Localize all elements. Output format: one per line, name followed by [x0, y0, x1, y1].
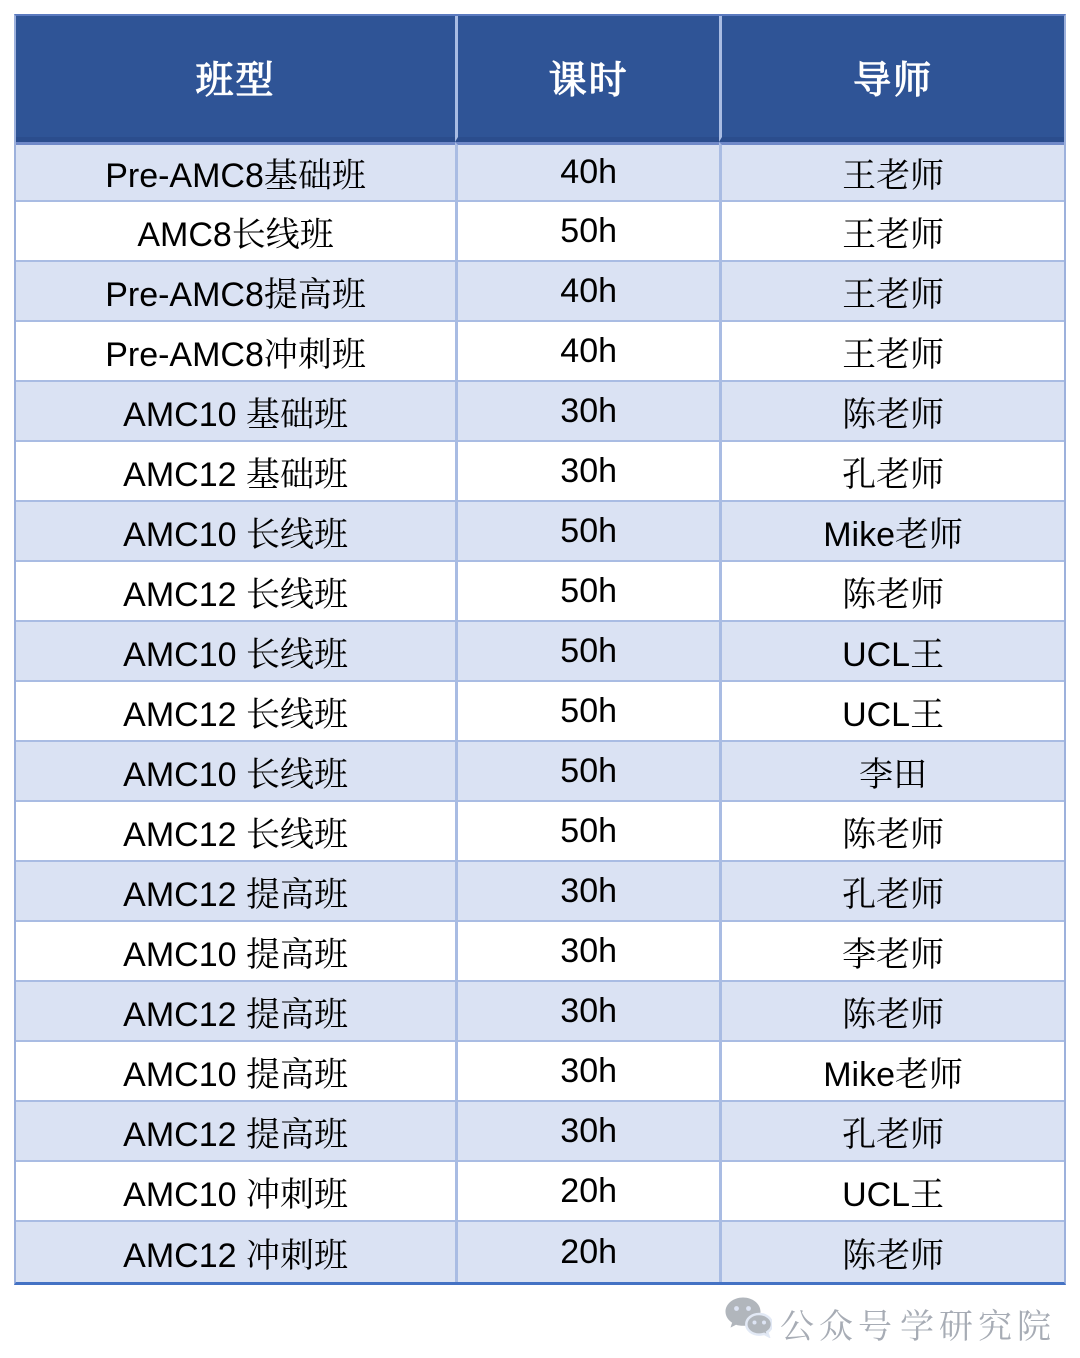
hours-cell [455, 262, 719, 322]
tutor-value: UCL王 [842, 1175, 945, 1214]
class-type-cell [16, 682, 455, 742]
hours-value: 30h [560, 451, 618, 490]
tutor-value: 孔老师 [842, 875, 945, 914]
class-type-cell [16, 262, 455, 322]
hours-value: 50h [560, 811, 618, 850]
course-table [16, 16, 1064, 1282]
hours-cell [455, 1222, 719, 1282]
tutor-value: 王老师 [842, 157, 945, 195]
hours-cell [455, 922, 719, 982]
class-type-value: AMC10 提高班 [123, 935, 348, 974]
wechat-icon [724, 1296, 772, 1338]
table-row [16, 862, 1064, 922]
tutor-cell [719, 1042, 1064, 1102]
hours-cell [455, 562, 719, 622]
class-type-value: AMC10 基础班 [123, 395, 348, 434]
tutor-value: Mike老师 [823, 515, 963, 554]
hours-cell [455, 982, 719, 1042]
tutor-value: 王老师 [842, 275, 945, 314]
class-type-cell [16, 862, 455, 922]
table-row [16, 562, 1064, 622]
col-header-tutor-label: 导师 [853, 60, 934, 102]
hours-cell [455, 742, 719, 802]
hours-value: 40h [560, 153, 618, 191]
tutor-cell [719, 1162, 1064, 1222]
hours-value: 30h [560, 1111, 618, 1150]
table-row [16, 742, 1064, 802]
tutor-cell [719, 202, 1064, 262]
header-row [16, 16, 1064, 142]
hours-value: 50h [560, 751, 618, 790]
class-type-cell [16, 142, 455, 202]
tutor-cell [719, 442, 1064, 502]
table-row [16, 802, 1064, 862]
table-row [16, 1222, 1064, 1282]
hours-cell [455, 802, 719, 862]
tutor-value: 陈老师 [842, 1236, 945, 1275]
table-row [16, 1102, 1064, 1162]
class-type-value: Pre-AMC8提高班 [105, 275, 366, 314]
tutor-cell [719, 262, 1064, 322]
class-type-cell [16, 982, 455, 1042]
class-type-cell [16, 1222, 455, 1282]
class-type-cell [16, 1162, 455, 1222]
class-type-value: AMC12 提高班 [123, 995, 348, 1034]
table-row [16, 442, 1064, 502]
hours-value: 40h [560, 331, 618, 370]
tutor-cell [719, 502, 1064, 562]
hours-cell [455, 1042, 719, 1102]
tutor-cell [719, 862, 1064, 922]
hours-value: 40h [560, 271, 618, 310]
hours-cell [455, 202, 719, 262]
class-type-value: Pre-AMC8基础班 [105, 157, 366, 195]
tutor-cell [719, 322, 1064, 382]
hours-cell [455, 1162, 719, 1222]
hours-value: 50h [560, 691, 618, 730]
class-type-value: AMC10 冲刺班 [123, 1175, 348, 1214]
hours-cell [455, 322, 719, 382]
table-row [16, 622, 1064, 682]
watermark-suffix: 学研究院 [900, 1308, 1056, 1346]
tutor-value: 陈老师 [842, 995, 945, 1034]
class-type-cell [16, 622, 455, 682]
col-header-class-type [16, 16, 455, 142]
hours-cell [455, 622, 719, 682]
class-type-value: AMC12 基础班 [123, 455, 348, 494]
tutor-value: 陈老师 [842, 395, 945, 434]
class-type-cell [16, 502, 455, 562]
table-row [16, 202, 1064, 262]
tutor-value: 陈老师 [842, 575, 945, 614]
table-row [16, 682, 1064, 742]
class-type-cell [16, 742, 455, 802]
class-type-cell [16, 322, 455, 382]
hours-value: 50h [560, 511, 618, 550]
table-row [16, 142, 1064, 202]
class-type-value: AMC12 长线班 [123, 815, 348, 854]
class-type-cell [16, 1042, 455, 1102]
tutor-cell [719, 802, 1064, 862]
class-type-value: AMC10 提高班 [123, 1055, 348, 1094]
hours-value: 20h [560, 1232, 618, 1271]
hours-value: 30h [560, 871, 618, 910]
wechat-watermark [724, 1294, 1056, 1346]
tutor-cell [719, 982, 1064, 1042]
class-type-cell [16, 562, 455, 622]
tutor-cell [719, 1222, 1064, 1282]
tutor-cell [719, 742, 1064, 802]
hours-cell [455, 862, 719, 922]
hours-value: 50h [560, 211, 618, 250]
course-table-frame [14, 14, 1066, 1285]
tutor-value: 李田 [859, 755, 928, 794]
table-row [16, 1042, 1064, 1102]
table-row [16, 922, 1064, 982]
class-type-cell [16, 802, 455, 862]
tutor-cell [719, 922, 1064, 982]
tutor-value: 李老师 [842, 935, 945, 974]
tutor-value: Mike老师 [823, 1055, 963, 1094]
table-row [16, 502, 1064, 562]
tutor-value: 孔老师 [842, 1115, 945, 1154]
class-type-value: AMC10 长线班 [123, 755, 348, 794]
col-header-hours [455, 16, 719, 142]
hours-cell [455, 682, 719, 742]
tutor-cell [719, 382, 1064, 442]
table-body [16, 142, 1064, 1282]
tutor-cell [719, 562, 1064, 622]
class-type-cell [16, 382, 455, 442]
class-type-value: AMC12 提高班 [123, 875, 348, 914]
class-type-value: AMC12 长线班 [123, 575, 348, 614]
tutor-cell [719, 142, 1064, 202]
hours-cell [455, 502, 719, 562]
table-row [16, 262, 1064, 322]
class-type-value: AMC10 长线班 [123, 515, 348, 554]
table-row [16, 322, 1064, 382]
class-type-value: Pre-AMC8冲刺班 [105, 335, 366, 374]
col-header-tutor [719, 16, 1064, 142]
hours-value: 30h [560, 1051, 618, 1090]
hours-cell [455, 142, 719, 202]
tutor-value: 陈老师 [842, 815, 945, 854]
tutor-value: 王老师 [842, 215, 945, 254]
table-row [16, 982, 1064, 1042]
class-type-value: AMC8长线班 [137, 215, 334, 254]
hours-value: 50h [560, 571, 618, 610]
tutor-cell [719, 682, 1064, 742]
tutor-cell [719, 1102, 1064, 1162]
tutor-value: UCL王 [842, 635, 945, 674]
hours-value: 20h [560, 1171, 618, 1210]
hours-cell [455, 1102, 719, 1162]
hours-value: 30h [560, 931, 618, 970]
hours-value: 30h [560, 991, 618, 1030]
table-row [16, 382, 1064, 442]
tutor-value: 孔老师 [842, 455, 945, 494]
tutor-value: UCL王 [842, 695, 945, 734]
col-header-class-type-label: 班型 [195, 60, 276, 102]
tutor-cell [719, 622, 1064, 682]
class-type-cell [16, 202, 455, 262]
hours-value: 50h [560, 631, 618, 670]
col-header-hours-label: 课时 [548, 60, 629, 102]
class-type-value: AMC12 冲刺班 [123, 1236, 348, 1275]
class-type-cell [16, 922, 455, 982]
class-type-value: AMC12 长线班 [123, 695, 348, 734]
hours-cell [455, 382, 719, 442]
class-type-value: AMC12 提高班 [123, 1115, 348, 1154]
class-type-cell [16, 1102, 455, 1162]
watermark-prefix: 公众号 [780, 1308, 897, 1346]
table-row [16, 1162, 1064, 1222]
class-type-value: AMC10 长线班 [123, 635, 348, 674]
class-type-cell [16, 442, 455, 502]
hours-cell [455, 442, 719, 502]
tutor-value: 王老师 [842, 335, 945, 374]
hours-value: 30h [560, 391, 618, 430]
